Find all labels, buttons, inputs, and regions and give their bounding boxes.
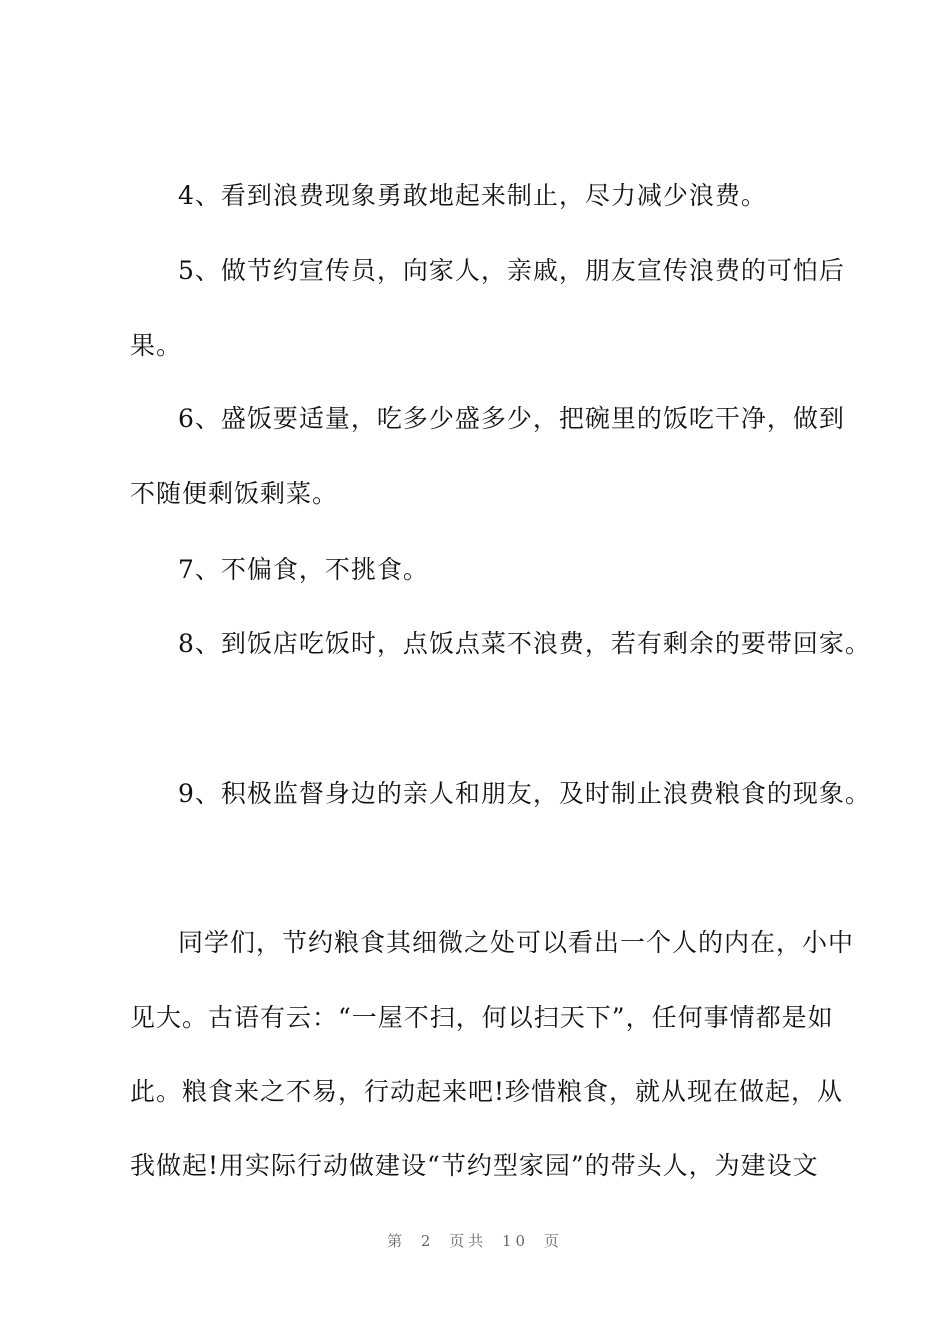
- paragraph-line: 我做起!用实际行动做建设“节约型家园”的带头人，为建设文: [130, 1151, 819, 1180]
- list-item-9: 9、积极监督身边的亲人和朋友，及时制止浪费粮食的现象。: [178, 779, 871, 808]
- list-item-4: 4、看到浪费现象勇敢地起来制止，尽力减少浪费。: [178, 181, 767, 210]
- list-item-5-continuation: 果。: [130, 331, 183, 360]
- list-item-7: 7、不偏食，不挑食。: [178, 555, 429, 584]
- paragraph-line: 见大。古语有云：“一屋不扫，何以扫天下”，任何事情都是如: [130, 1003, 834, 1032]
- list-item-6: 6、盛饭要适量，吃多少盛多少，把碗里的饭吃干净，做到: [178, 404, 845, 433]
- paragraph-line: 此。粮食来之不易，行动起来吧!珍惜粮食，就从现在做起，从: [130, 1077, 844, 1106]
- list-item-8: 8、到饭店吃饭时，点饭点菜不浪费，若有剩余的要带回家。: [178, 629, 871, 658]
- page-footer: 第 2 页共 10 页: [387, 1232, 563, 1250]
- list-item-6-continuation: 不随便剩饭剩菜。: [130, 479, 339, 508]
- list-item-5: 5、做节约宣传员，向家人，亲戚，朋友宣传浪费的可怕后: [178, 256, 845, 285]
- paragraph-line: 同学们，节约粮食其细微之处可以看出一个人的内在，小中: [178, 928, 855, 957]
